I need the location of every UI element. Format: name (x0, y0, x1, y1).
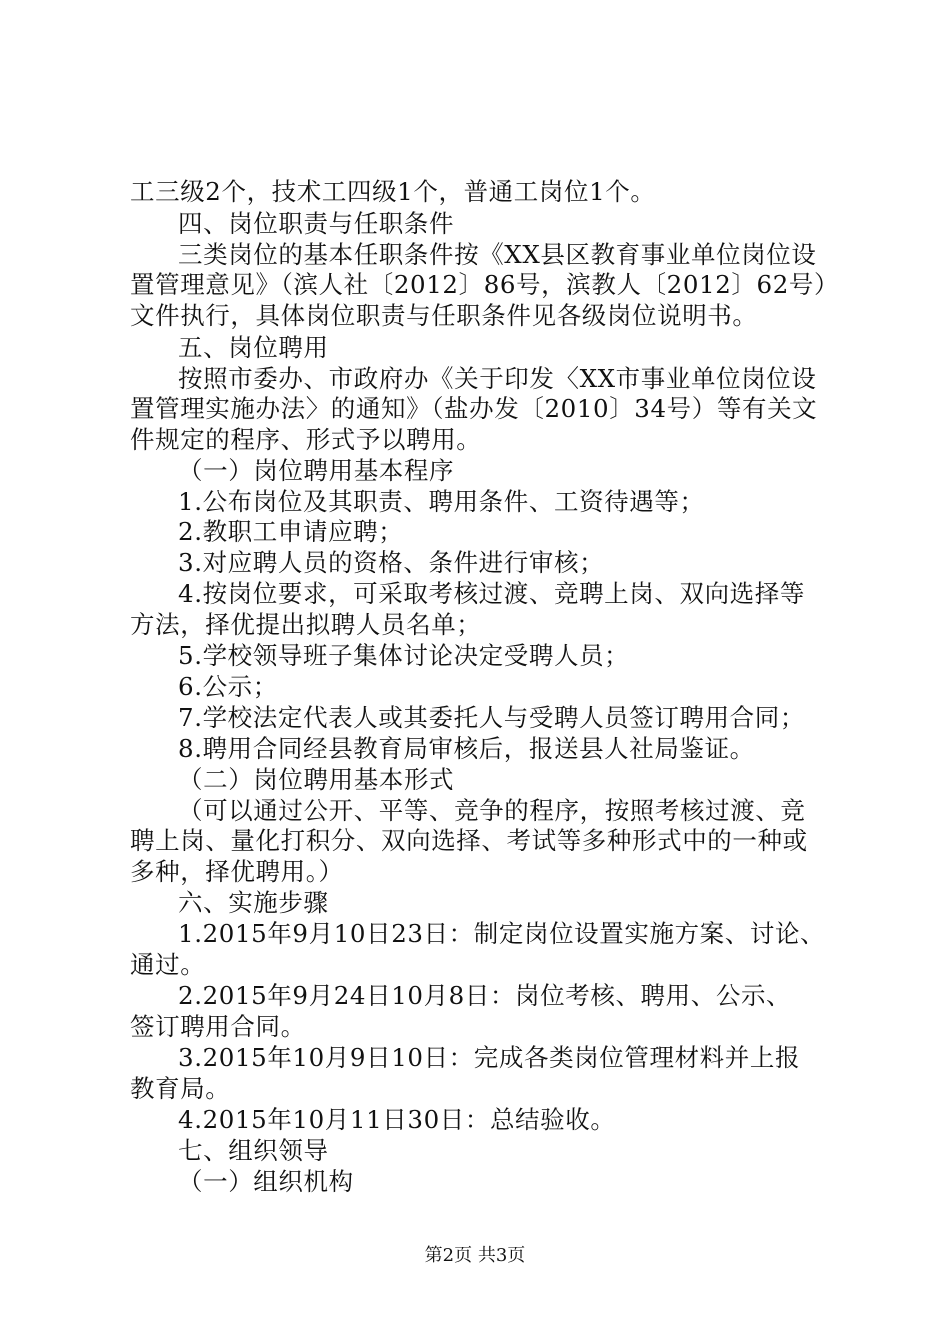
text-line: 件规定的程序、形式予以聘用。 (130, 425, 482, 454)
section-heading: 四、岗位职责与任职条件 (178, 209, 455, 238)
text-line: 三类岗位的基本任职条件按《XX县区教育事业单位岗位设 (178, 240, 817, 269)
list-item: 方法，择优提出拟聘人员名单； (130, 610, 482, 639)
list-item: 2.2015年9月24日10月8日：岗位考核、聘用、公示、 (178, 981, 792, 1010)
list-item: 4.按岗位要求，可采取考核过渡、竞聘上岗、双向选择等 (178, 579, 805, 608)
list-item: 5.学校领导班子集体讨论决定受聘人员； (178, 641, 630, 670)
list-item: 3.对应聘人员的资格、条件进行审核； (178, 548, 605, 577)
list-item: 8.聘用合同经县教育局审核后，报送县人社局鉴证。 (178, 734, 755, 763)
list-item: 签订聘用合同。 (130, 1012, 306, 1041)
subsection-heading: （一）组织机构 (178, 1167, 354, 1196)
text-line: 置管理实施办法〉的通知》（盐办发〔2010〕34号）等有关文 (130, 394, 818, 423)
list-item: 4.2015年10月11日30日：总结验收。 (178, 1105, 616, 1134)
text-line: 工三级2个，技术工四级1个，普通工岗位1个。 (130, 177, 656, 206)
list-item: 2.教职工申请应聘； (178, 517, 404, 546)
list-item: 通过。 (130, 950, 206, 979)
text-line: 文件执行，具体岗位职责与任职条件见各级岗位说明书。 (130, 301, 758, 330)
section-heading: 六、实施步骤 (178, 888, 329, 917)
list-item: 6.公示； (178, 672, 278, 701)
section-heading: 七、组织领导 (178, 1136, 329, 1165)
list-item: 1.2015年9月10日23日：制定岗位设置实施方案、讨论、 (178, 919, 826, 948)
section-heading: 五、岗位聘用 (178, 333, 329, 362)
text-line: （可以通过公开、平等、竞争的程序，按照考核过渡、竞 (178, 796, 806, 825)
text-line: 多种，择优聘用。） (130, 857, 344, 886)
list-item: 教育局。 (130, 1074, 231, 1103)
text-line: 置管理意见》（滨人社〔2012〕86号，滨教人〔2012〕62号） (130, 270, 840, 299)
subsection-heading: （一）岗位聘用基本程序 (178, 456, 455, 485)
list-item: 1.公布岗位及其职责、聘用条件、工资待遇等； (178, 487, 705, 516)
list-item: 3.2015年10月9日10日：完成各类岗位管理材料并上报 (178, 1043, 801, 1072)
subsection-heading: （二）岗位聘用基本形式 (178, 765, 455, 794)
page-number-footer: 第2页 共3页 (424, 1245, 526, 1266)
list-item: 7.学校法定代表人或其委托人与受聘人员签订聘用合同； (178, 703, 805, 732)
text-line: 聘上岗、量化打积分、双向选择、考试等多种形式中的一种或 (130, 826, 808, 855)
text-line: 按照市委办、市政府办《关于印发〈XX市事业单位岗位设 (178, 364, 817, 393)
